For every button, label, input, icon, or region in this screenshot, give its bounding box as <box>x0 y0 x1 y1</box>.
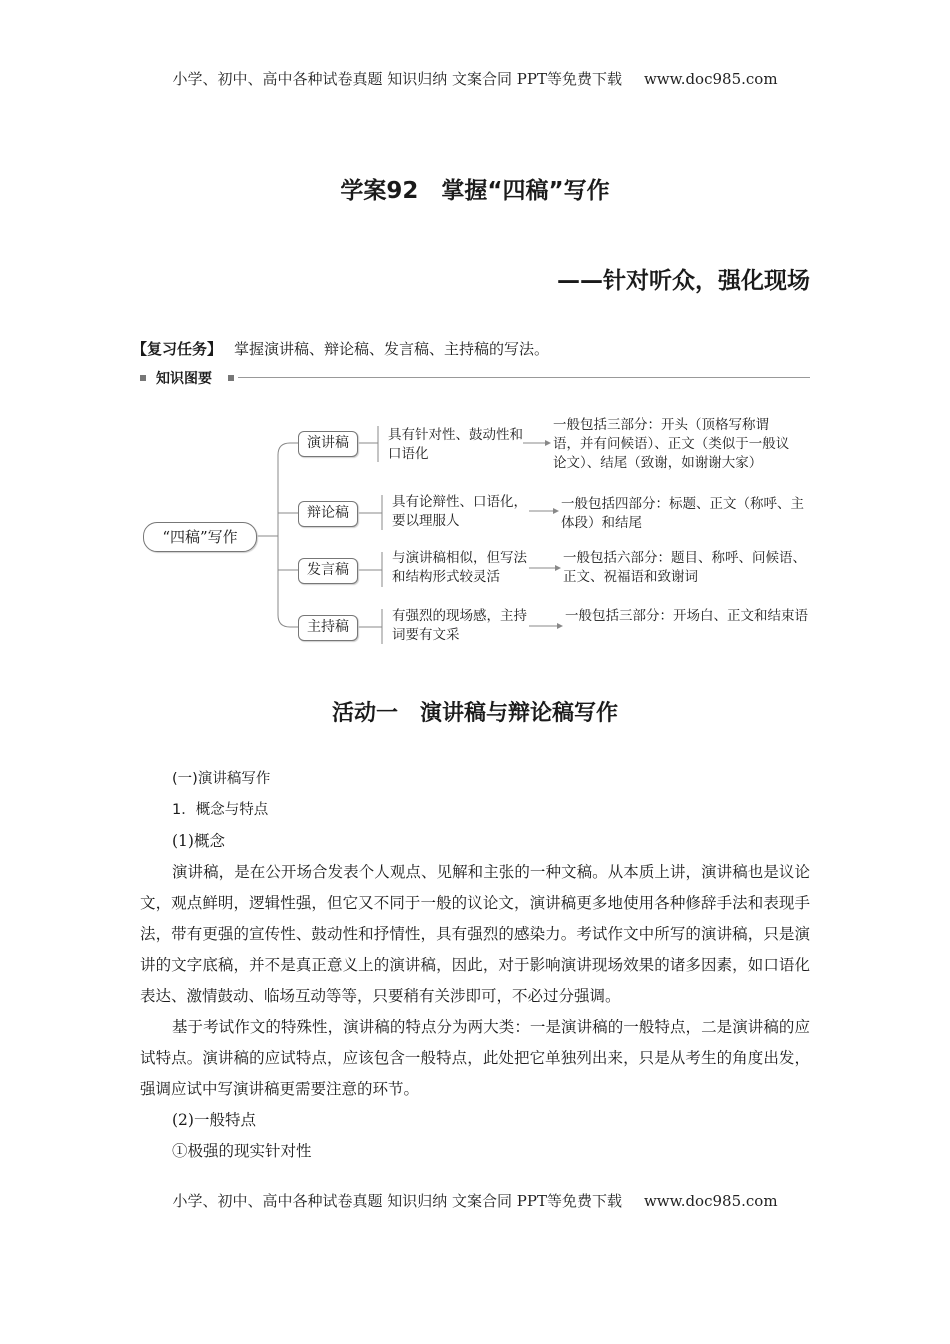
feature-address: 与演讲稿相似，但写法和结构形式较灵活 <box>392 550 527 585</box>
mind-map-root: “四稿”写作 <box>143 522 257 552</box>
features-heading: (2)一般特点 <box>172 1111 256 1129</box>
review-task-tag: 【复习任务】 <box>132 340 223 358</box>
header-url[interactable]: www.doc985.com <box>643 70 778 88</box>
feature-speech: 具有针对性、鼓动性和口语化 <box>388 427 523 462</box>
concept-heading: (1)概念 <box>172 832 225 850</box>
page-footer <box>0 1190 950 1211</box>
arrow-head-icon <box>555 565 561 571</box>
header-text: 小学、初中、高中各种试卷真题 知识归纳 文案合同 PPT等免费下载 <box>172 70 622 88</box>
footer-text: 小学、初中、高中各种试卷真题 知识归纳 文案合同 PPT等免费下载 <box>172 1192 622 1210</box>
paragraph: 演讲稿，是在公开场合发表个人观点、见解和主张的一种文稿。从本质上讲，演讲稿也是议论文，观点鲜明，逻辑性强，但它又不同于一般的议论文，演讲稿更多地使用各种修辞手法和表现手法，带有更强的宣传性、鼓动性和抒情性，具有强烈的感染力。考试作文中所写的演讲稿，只是演讲的文字底稿，并不是真正意义上的演讲稿，因此，对于影响演讲现场效果的诸多因素，如口语化表达、激情鼓动、临场互动等等，只要稍有关涉即可，不必过分强调。 <box>140 863 810 1005</box>
activity-title: 活动一 演讲稿与辩论稿写作 <box>331 701 618 726</box>
parts-address: 一般包括六部分：题目、称呼、问候语、正文、祝福语和致谢词 <box>563 550 806 585</box>
feature-debate: 具有论辩性、口语化，要以理服人 <box>392 494 527 529</box>
parts-debate: 一般包括四部分：标题、正文（称呼、主体段）和结尾 <box>561 496 804 531</box>
connector-spine <box>278 443 298 627</box>
branch-host: 主持稿 <box>298 615 358 641</box>
arrow-head-icon <box>557 623 563 629</box>
page-title: 学案92 掌握“四稿”写作 <box>340 178 610 204</box>
subsection-heading: 1．概念与特点 <box>172 802 269 818</box>
section-body <box>140 764 810 1167</box>
feature-host: 有强烈的现场感，主持词要有文采 <box>392 608 527 643</box>
arrow-head-icon <box>553 508 559 514</box>
section-heading: (一)演讲稿写作 <box>172 771 271 787</box>
page-subtitle: ——针对听众，强化现场 <box>557 268 810 294</box>
parts-host: 一般包括三部分：开场白、正文和结束语 <box>565 608 808 624</box>
review-task-text: 掌握演讲稿、辩论稿、发言稿、主持稿的写法。 <box>234 340 550 358</box>
arrow-head-icon <box>545 440 551 446</box>
footer-url[interactable]: www.doc985.com <box>643 1192 778 1210</box>
branch-debate: 辩论稿 <box>298 501 358 527</box>
branch-speech: 演讲稿 <box>298 431 358 457</box>
paragraph: 基于考试作文的特殊性，演讲稿的特点分为两大类：一是演讲稿的一般特点，二是演讲稿的应试特点。演讲稿的应试特点，应该包含一般特点，此处把它单独列出来，只是从考生的角度出发，强调应试中写演讲稿更需要注意的环节。 <box>140 1018 810 1098</box>
list-item: ①极强的现实针对性 <box>172 1142 312 1160</box>
knowledge-map-label: 知识图要 <box>156 371 212 387</box>
parts-speech: 一般包括三部分：开头（顶格写称谓语，并有问候语）、正文（类似于一般议论文）、结尾（致谢，如谢谢大家） <box>553 417 790 471</box>
branch-address: 发言稿 <box>298 558 358 584</box>
